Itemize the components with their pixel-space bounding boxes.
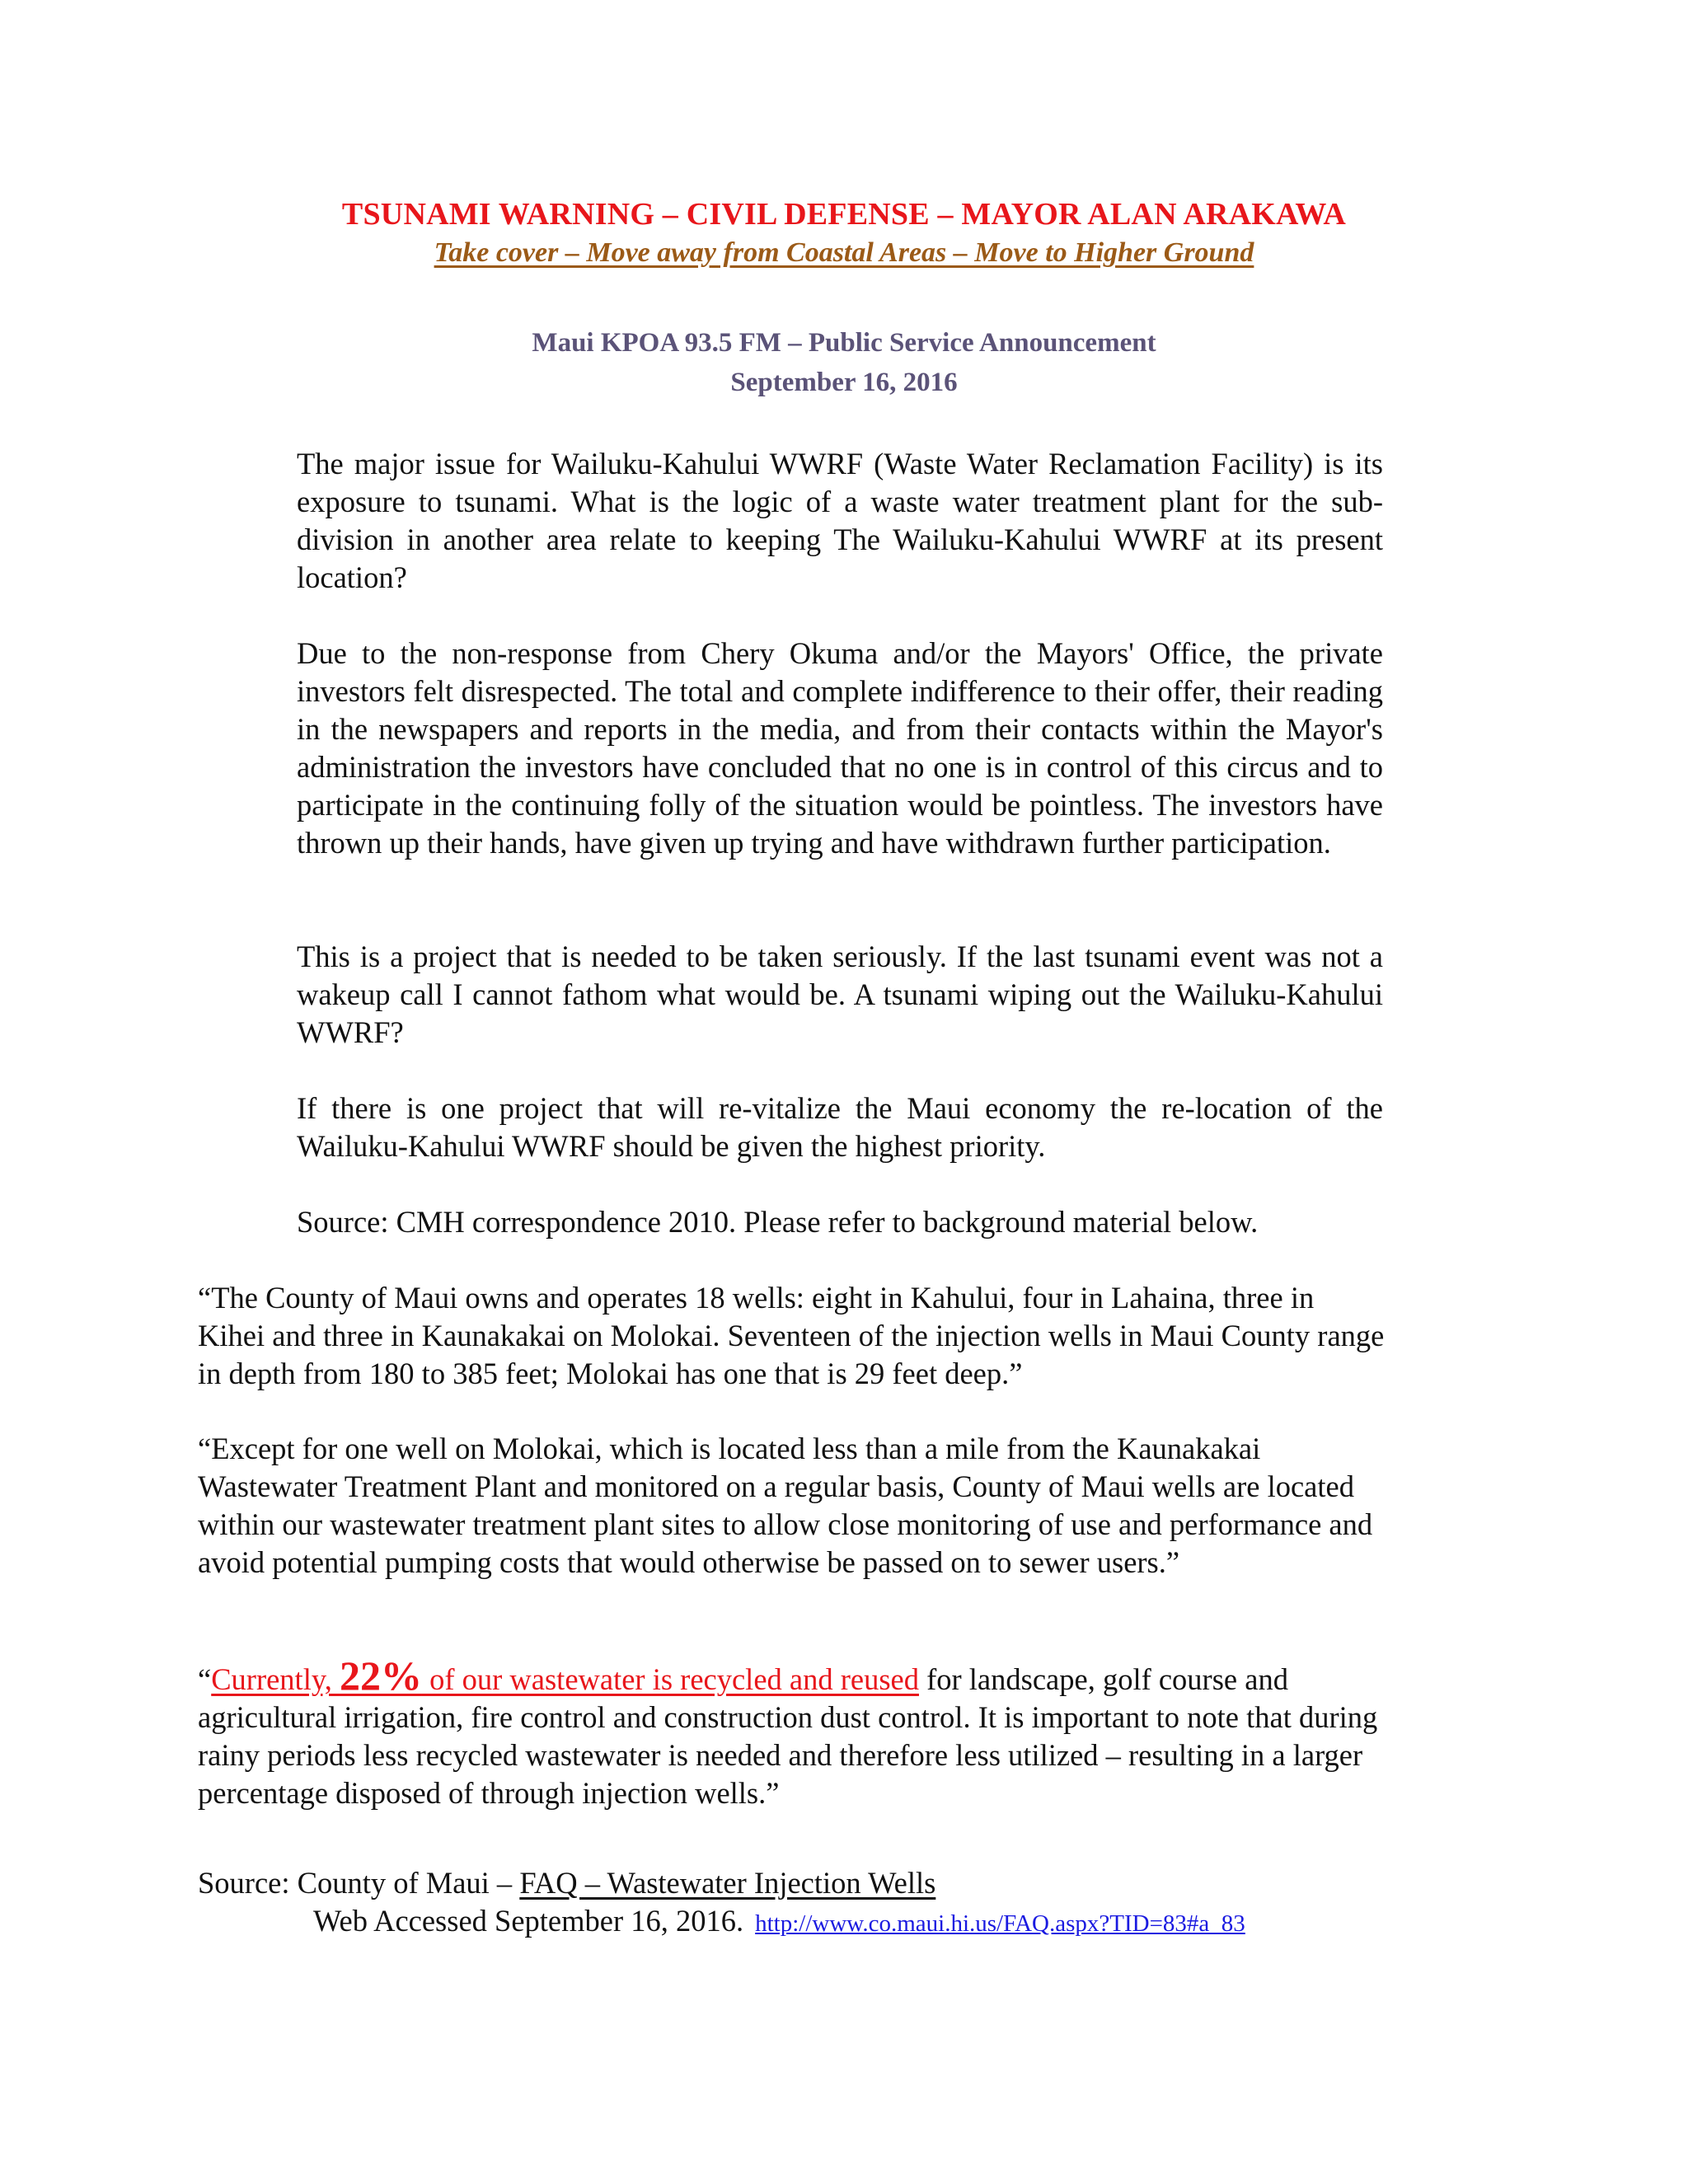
quote-wells: “The County of Maui owns and operates 18 wells: eight in Kahului, four in Lahaina, three in Kihei and three in Kaunakakai on Molokai. Seventeen of the injection wells in Maui County range in depth from 180 to 385 feet; Molokai has one that is 29 feet deep.” — [198, 1281, 1385, 1390]
paragraph-3: This is a project that is needed to be taken seriously. If the last tsunami event was not a wakeup call I cannot fathom what would be. A tsunami wiping out the Wailuku-Kahului WWRF? — [297, 940, 1383, 1049]
recycled-rest: for landscape, golf course and agricultural irrigation, fire control and construction dust control. It is important to note that during rainy periods less recycled wastewater is needed and therefore less utilized – resulting in a larger percentage disposed of through injection wells.” — [198, 1662, 1378, 1810]
source-label: Source: County of Maui – — [198, 1866, 520, 1900]
paragraph-4: If there is one project that will re-vitalize the Maui economy the re-location of the Wailuku-Kahului WWRF should be given the highest priority. — [297, 1091, 1383, 1163]
recycled-highlight — [211, 1652, 919, 1699]
paragraph-source: Source: CMH correspondence 2010. Please refer to background material below. — [297, 1205, 1259, 1239]
header-subtitle: Take cover – Move away from Coastal Areas – Move to Higher Ground — [434, 237, 1254, 268]
source-access-line — [313, 1902, 1245, 1943]
quote-molokai: “Except for one well on Molokai, which is located less than a mile from the Kaunakakai Wastewater Treatment Plant and monitored on a regular basis, County of Maui wells are located within our wastewater treatment plant sites to allow close monitoring of use and performance and avoid potential pumping costs that would otherwise be passed on to sewer users.” — [198, 1432, 1373, 1579]
source-accessed: Web Accessed September 16, 2016. — [313, 1904, 744, 1938]
header-title: TSUNAMI WARNING – CIVIL DEFENSE – MAYOR ALAN ARAKAWA — [341, 197, 1347, 232]
paragraph-1: The major issue for Wailuku-Kahului WWRF (Waste Water Reclamation Facility) is its exposure to tsunami. What is the logic of a waste water treatment plant for the sub-division in another area relate to keeping The Wailuku-Kahului WWRF at its present location? — [297, 447, 1383, 594]
recycled-after: of our wastewater is recycled and reused — [421, 1662, 919, 1696]
quote-open-mark: “ — [198, 1662, 212, 1696]
source-url-link[interactable]: http://www.co.maui.hi.us/FAQ.aspx?TID=83#a_83 — [755, 1910, 1245, 1937]
paragraph-2: Due to the non-response from Chery Okuma and/or the Mayors' Office, the private investors felt disrespected. The total and complete indifference to their offer, their reading in the newspapers and reports in the media, and from their contacts within the Mayor's administration the investors have concluded that no one is in control of this circus and to participate in the continuing folly of the situation would be pointless. The investors have thrown up their hands, have given up trying and have withdrawn further participation. — [297, 636, 1383, 860]
source-title: FAQ – Wastewater Injection Wells — [519, 1866, 936, 1900]
date-line: September 16, 2016 — [730, 368, 958, 397]
recycled-before: Currently, — [211, 1662, 340, 1696]
station-line: Maui KPOA 93.5 FM – Public Service Announcement — [532, 328, 1156, 358]
recycled-percent: 22% — [339, 1652, 422, 1699]
quote-recycled — [198, 1652, 1385, 1812]
source-line — [198, 1864, 935, 1902]
